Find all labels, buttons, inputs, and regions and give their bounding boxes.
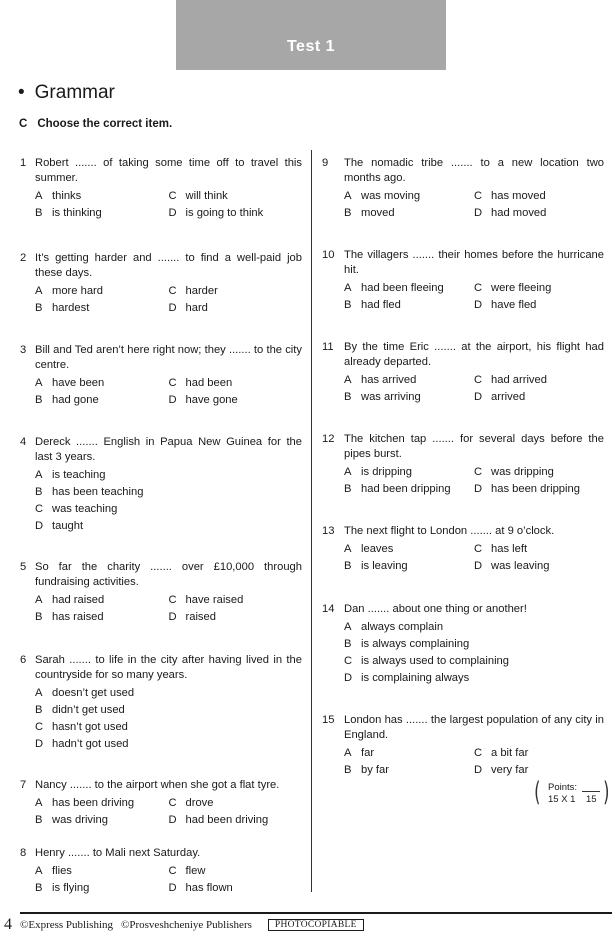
option[interactable]: D raised (168, 611, 216, 623)
question-stem: Sarah ....... to life in the city after having lived in the countryside for so many years. (35, 654, 302, 681)
option[interactable]: D has been dripping (474, 483, 580, 495)
option[interactable]: B is flying (35, 882, 90, 894)
question-1 (20, 156, 302, 222)
options (35, 795, 302, 829)
option[interactable]: C had been (168, 377, 233, 389)
question-9 (322, 156, 604, 222)
bracket-right-icon: ) (603, 777, 610, 808)
option[interactable]: C was dripping (474, 466, 554, 478)
option[interactable]: D hard (168, 302, 208, 314)
test-header-box (176, 0, 446, 70)
option[interactable]: A has arrived (344, 374, 417, 386)
option[interactable]: C drove (168, 797, 214, 809)
options (35, 283, 302, 317)
option[interactable]: B is thinking (35, 207, 102, 219)
option[interactable]: B moved (344, 207, 395, 219)
question-14 (322, 602, 604, 687)
bullet-icon: • (18, 82, 25, 103)
options (344, 372, 604, 406)
question-stem: London has ....... the largest population of any city in England. (344, 714, 604, 741)
option[interactable]: A has been driving (35, 797, 135, 809)
points-label: Points: (548, 782, 578, 793)
option[interactable]: C a bit far (474, 747, 529, 759)
option[interactable]: A far (344, 747, 375, 759)
question-stem: Dan ....... about one thing or another! (344, 603, 527, 615)
question-number: 11 (322, 341, 334, 353)
test-title: Test 1 (286, 38, 336, 55)
option[interactable]: C flew (168, 865, 206, 877)
question-8 (20, 846, 302, 897)
options (344, 280, 604, 314)
option[interactable]: D hadn’t got used (35, 738, 129, 750)
option[interactable]: C hasn’t got used (35, 721, 128, 733)
option[interactable]: B by far (344, 764, 389, 776)
option[interactable]: A flies (35, 865, 72, 877)
question-number: 8 (20, 847, 27, 859)
option[interactable]: D taught (35, 520, 84, 532)
question-number: 12 (322, 433, 335, 445)
question-13 (322, 524, 604, 575)
question-stem: So far the charity ....... over £10,000 through fundraising activities. (35, 561, 302, 588)
question-10 (322, 248, 604, 314)
option[interactable]: D had been driving (168, 814, 269, 826)
option[interactable]: C harder (168, 285, 218, 297)
points-total: 15 (586, 794, 597, 805)
section-heading (18, 82, 115, 104)
question-number: 13 (322, 525, 335, 537)
option[interactable]: D had moved (474, 207, 547, 219)
question-5 (20, 560, 302, 626)
option[interactable]: C has left (474, 543, 528, 555)
option[interactable]: C was teaching (35, 503, 118, 515)
option[interactable]: C is always used to complaining (344, 655, 509, 667)
question-stem: By the time Eric ....... at the airport, his flight had already departed. (344, 341, 604, 368)
option[interactable]: D arrived (474, 391, 526, 403)
instruction-letter: C (19, 118, 28, 130)
option[interactable]: D was leaving (474, 560, 550, 572)
instruction (19, 118, 172, 130)
question-number: 14 (322, 603, 335, 615)
question-number: 3 (20, 344, 27, 356)
options (35, 467, 302, 535)
option[interactable]: A more hard (35, 285, 103, 297)
option[interactable]: D have fled (474, 299, 537, 311)
question-number: 15 (322, 714, 335, 726)
question-stem: It’s getting harder and ....... to find a well-paid job these days. (35, 252, 302, 279)
option[interactable]: D has flown (168, 882, 233, 894)
question-stem: The kitchen tap ....... for several days before the pipes burst. (344, 433, 604, 460)
option[interactable]: B hardest (35, 302, 90, 314)
option[interactable]: B had fled (344, 299, 401, 311)
question-2 (20, 251, 302, 317)
options (344, 619, 604, 687)
option[interactable]: A had been fleeing (344, 282, 444, 294)
question-number: 6 (20, 654, 27, 666)
option[interactable]: D have gone (168, 394, 238, 406)
photocopiable-stamp: PHOTOCOPIABLE (268, 919, 364, 931)
option[interactable]: A is dripping (344, 466, 412, 478)
question-4 (20, 435, 302, 535)
option[interactable]: D is going to think (168, 207, 264, 219)
options (344, 464, 604, 498)
option[interactable]: B didn’t get used (35, 704, 125, 716)
bracket-left-icon: ( (534, 777, 541, 808)
option[interactable]: B has raised (35, 611, 104, 623)
publisher-1: ©Express Publishing (20, 919, 114, 931)
question-7 (20, 778, 302, 829)
option[interactable]: C had arrived (474, 374, 547, 386)
option[interactable]: D very far (474, 764, 529, 776)
option[interactable]: A always complain (344, 621, 444, 633)
options (344, 541, 604, 575)
option[interactable]: B is leaving (344, 560, 408, 572)
footer (4, 916, 364, 934)
question-number: 5 (20, 561, 27, 573)
question-stem: Nancy ....... to the airport when she got a flat tyre. (35, 779, 280, 791)
option[interactable]: B had been dripping (344, 483, 451, 495)
question-stem: Bill and Ted aren’t here right now; they ....... to the city centre. (35, 344, 302, 371)
points-box (534, 777, 610, 810)
question-stem: The nomadic tribe ....... to a new location two months ago. (344, 157, 604, 184)
question-15 (322, 713, 604, 779)
question-stem: The next flight to London ....... at 9 o’clock. (344, 525, 555, 537)
option[interactable]: B is always complaining (344, 638, 470, 650)
options (35, 188, 302, 222)
options (35, 685, 302, 753)
question-number: 1 (20, 157, 27, 169)
question-number: 10 (322, 249, 335, 261)
option[interactable]: A is teaching (35, 469, 106, 481)
option[interactable]: B has been teaching (35, 486, 144, 498)
options (344, 745, 604, 779)
option[interactable]: B was arriving (344, 391, 421, 403)
footer-rule (20, 912, 612, 914)
options (35, 592, 302, 626)
option[interactable]: A have been (35, 377, 105, 389)
page-number: 4 (4, 916, 12, 933)
points-blank-line (582, 791, 600, 792)
option[interactable]: C has moved (474, 190, 546, 202)
question-stem: Dereck ....... English in Papua New Guinea for the last 3 years. (35, 436, 302, 463)
option[interactable]: A leaves (344, 543, 394, 555)
option[interactable]: B had gone (35, 394, 99, 406)
question-number: 7 (20, 779, 27, 791)
option[interactable]: C will think (168, 190, 228, 202)
question-stem: The villagers ....... their homes before the hurricane hit. (344, 249, 604, 276)
question-stem: Henry ....... to Mali next Saturday. (35, 847, 201, 859)
question-12 (322, 432, 604, 498)
option[interactable]: B was driving (35, 814, 108, 826)
options (35, 375, 302, 409)
option[interactable]: A was moving (344, 190, 421, 202)
question-number: 2 (20, 252, 27, 264)
question-number: 4 (20, 436, 27, 448)
question-number: 9 (322, 157, 329, 169)
options (344, 188, 604, 222)
question-11 (322, 340, 604, 406)
question-6 (20, 653, 302, 753)
option[interactable]: C were fleeing (474, 282, 552, 294)
publisher-2: ©Prosveshcheniye Publishers (121, 919, 252, 931)
instruction-text: Choose the correct item. (37, 118, 173, 130)
option[interactable]: D is complaining always (344, 672, 470, 684)
points-score: 15 X 1 (548, 794, 576, 805)
options (35, 863, 302, 897)
option[interactable]: C have raised (168, 594, 244, 606)
option[interactable]: A doesn’t get used (35, 687, 135, 699)
question-3 (20, 343, 302, 409)
column-divider (311, 150, 312, 892)
section-title: Grammar (34, 82, 115, 103)
question-stem: Robert ....... of taking some time off to travel this summer. (35, 157, 302, 184)
option[interactable]: A thinks (35, 190, 82, 202)
option[interactable]: A had raised (35, 594, 105, 606)
